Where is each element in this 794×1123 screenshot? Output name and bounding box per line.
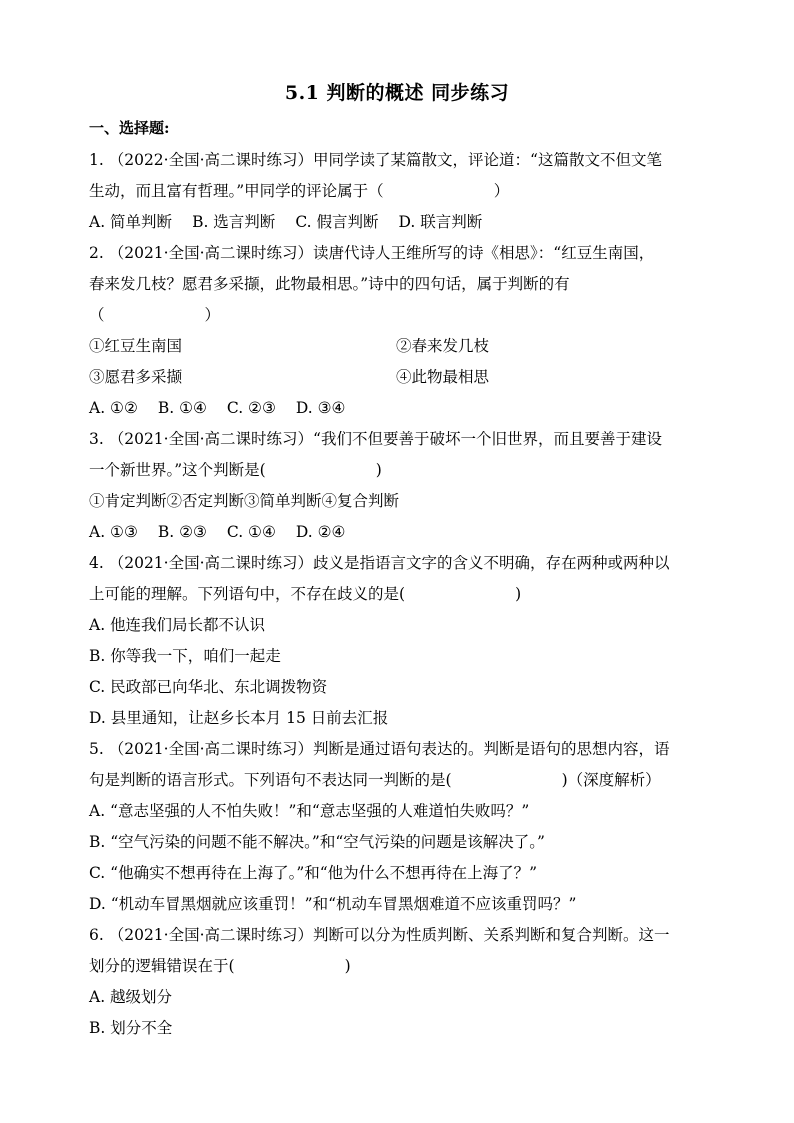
question-4-line-2: 上可能的理解。下列语句中，不存在歧义的是( ) [89,585,522,603]
option-d: D. ②④ [295,523,346,541]
question-6-line-2: 划分的逻辑错误在于( ) [89,957,351,975]
question-3-line-2: 一个新世界。”这个判断是( ) [89,461,382,479]
page-title: 5.1 判断的概述 同步练习 [284,82,510,104]
option-d: D. ③④ [295,399,346,417]
option-a: A. ①② [89,399,138,417]
question-2-options [89,393,703,424]
question-3-line-1: 3. （2021·全国·高二课时练习）“我们不但要善于破坏一个旧世界，而且要善于建设 [89,430,662,448]
question-2-line-1: 2. （2021·全国·高二课时练习）读唐代诗人王维所写的诗《相思》：“红豆生南国， [89,244,655,262]
item-1: ①红豆生南国 [89,337,183,355]
option-d: D. 联言判断 [398,213,483,231]
item-2: ②春来发几枝 [396,337,490,355]
question-2-items-row-2 [89,362,703,393]
option-c: C. ①④ [226,523,276,541]
option-b: B. ②③ [157,523,207,541]
item-3: ③愿君多采撷 [89,368,183,386]
question-1-line-1: 1. （2022·全国·高二课时练习）甲同学读了某篇散文，评论道：“这篇散文不但文笔 [89,151,662,169]
question-4-line-1: 4. （2021·全国·高二课时练习）歧义是指语言文字的含义不明确，存在两种或两种以 [89,554,670,572]
question-5-line-1: 5. （2021·全国·高二课时练习）判断是通过语句表达的。判断是语句的思想内容，语 [89,740,670,758]
question-4-option-c: C. 民政部已向华北、东北调拨物资 [89,678,328,696]
question-6-line-1: 6. （2021·全国·高二课时练习）判断可以分为性质判断、关系判断和复合判断。这一 [89,926,670,944]
question-5-option-b: B. “空气污染的问题不能不解决。”和“空气污染的问题是该解决了。” [89,833,545,851]
question-3-options [89,517,703,548]
option-a: A. 简单判断 [89,213,173,231]
question-1-line-2: 生动，而且富有哲理。”甲同学的评论属于（ ） [89,182,510,200]
question-5-option-c: C. “他确实不想再待在上海了。”和“他为什么不想再待在上海了？” [89,864,538,882]
question-1-options [89,207,703,238]
question-4-option-b: B. 你等我一下，咱们一起走 [89,647,281,665]
section-heading: 一、选择题: [89,119,170,137]
option-c: C. 假言判断 [295,213,379,231]
option-b: B. 选言判断 [192,213,276,231]
option-a: A. ①③ [89,523,138,541]
question-2-line-3: （ ） [89,306,221,324]
option-b: B. ①④ [157,399,207,417]
question-4-option-a: A. 他连我们局长都不认识 [89,616,266,634]
question-6-option-b: B. 划分不全 [89,1019,173,1037]
item-4: ④此物最相思 [396,368,490,386]
question-2-items-row-1 [89,331,703,362]
question-5-option-a: A. “意志坚强的人不怕失败！”和“意志坚强的人难道怕失败吗？” [89,802,530,820]
question-5-line-2: 句是判断的语言形式。下列语句不表达同一判断的是( )（深度解析） [89,771,661,789]
option-c: C. ②③ [226,399,276,417]
question-4-option-d: D. 县里通知，让赵乡长本月 15 日前去汇报 [89,709,389,727]
question-2-line-2: 春来发几枝？愿君多采撷，此物最相思。”诗中的四句话，属于判断的有 [89,275,570,293]
question-3-items: ①肯定判断②否定判断③简单判断④复合判断 [89,492,400,510]
question-5-option-d: D. “机动车冒黑烟就应该重罚！”和“机动车冒黑烟难道不应该重罚吗？” [89,895,577,913]
question-6-option-a: A. 越级划分 [89,988,173,1006]
question-list [89,145,703,1044]
